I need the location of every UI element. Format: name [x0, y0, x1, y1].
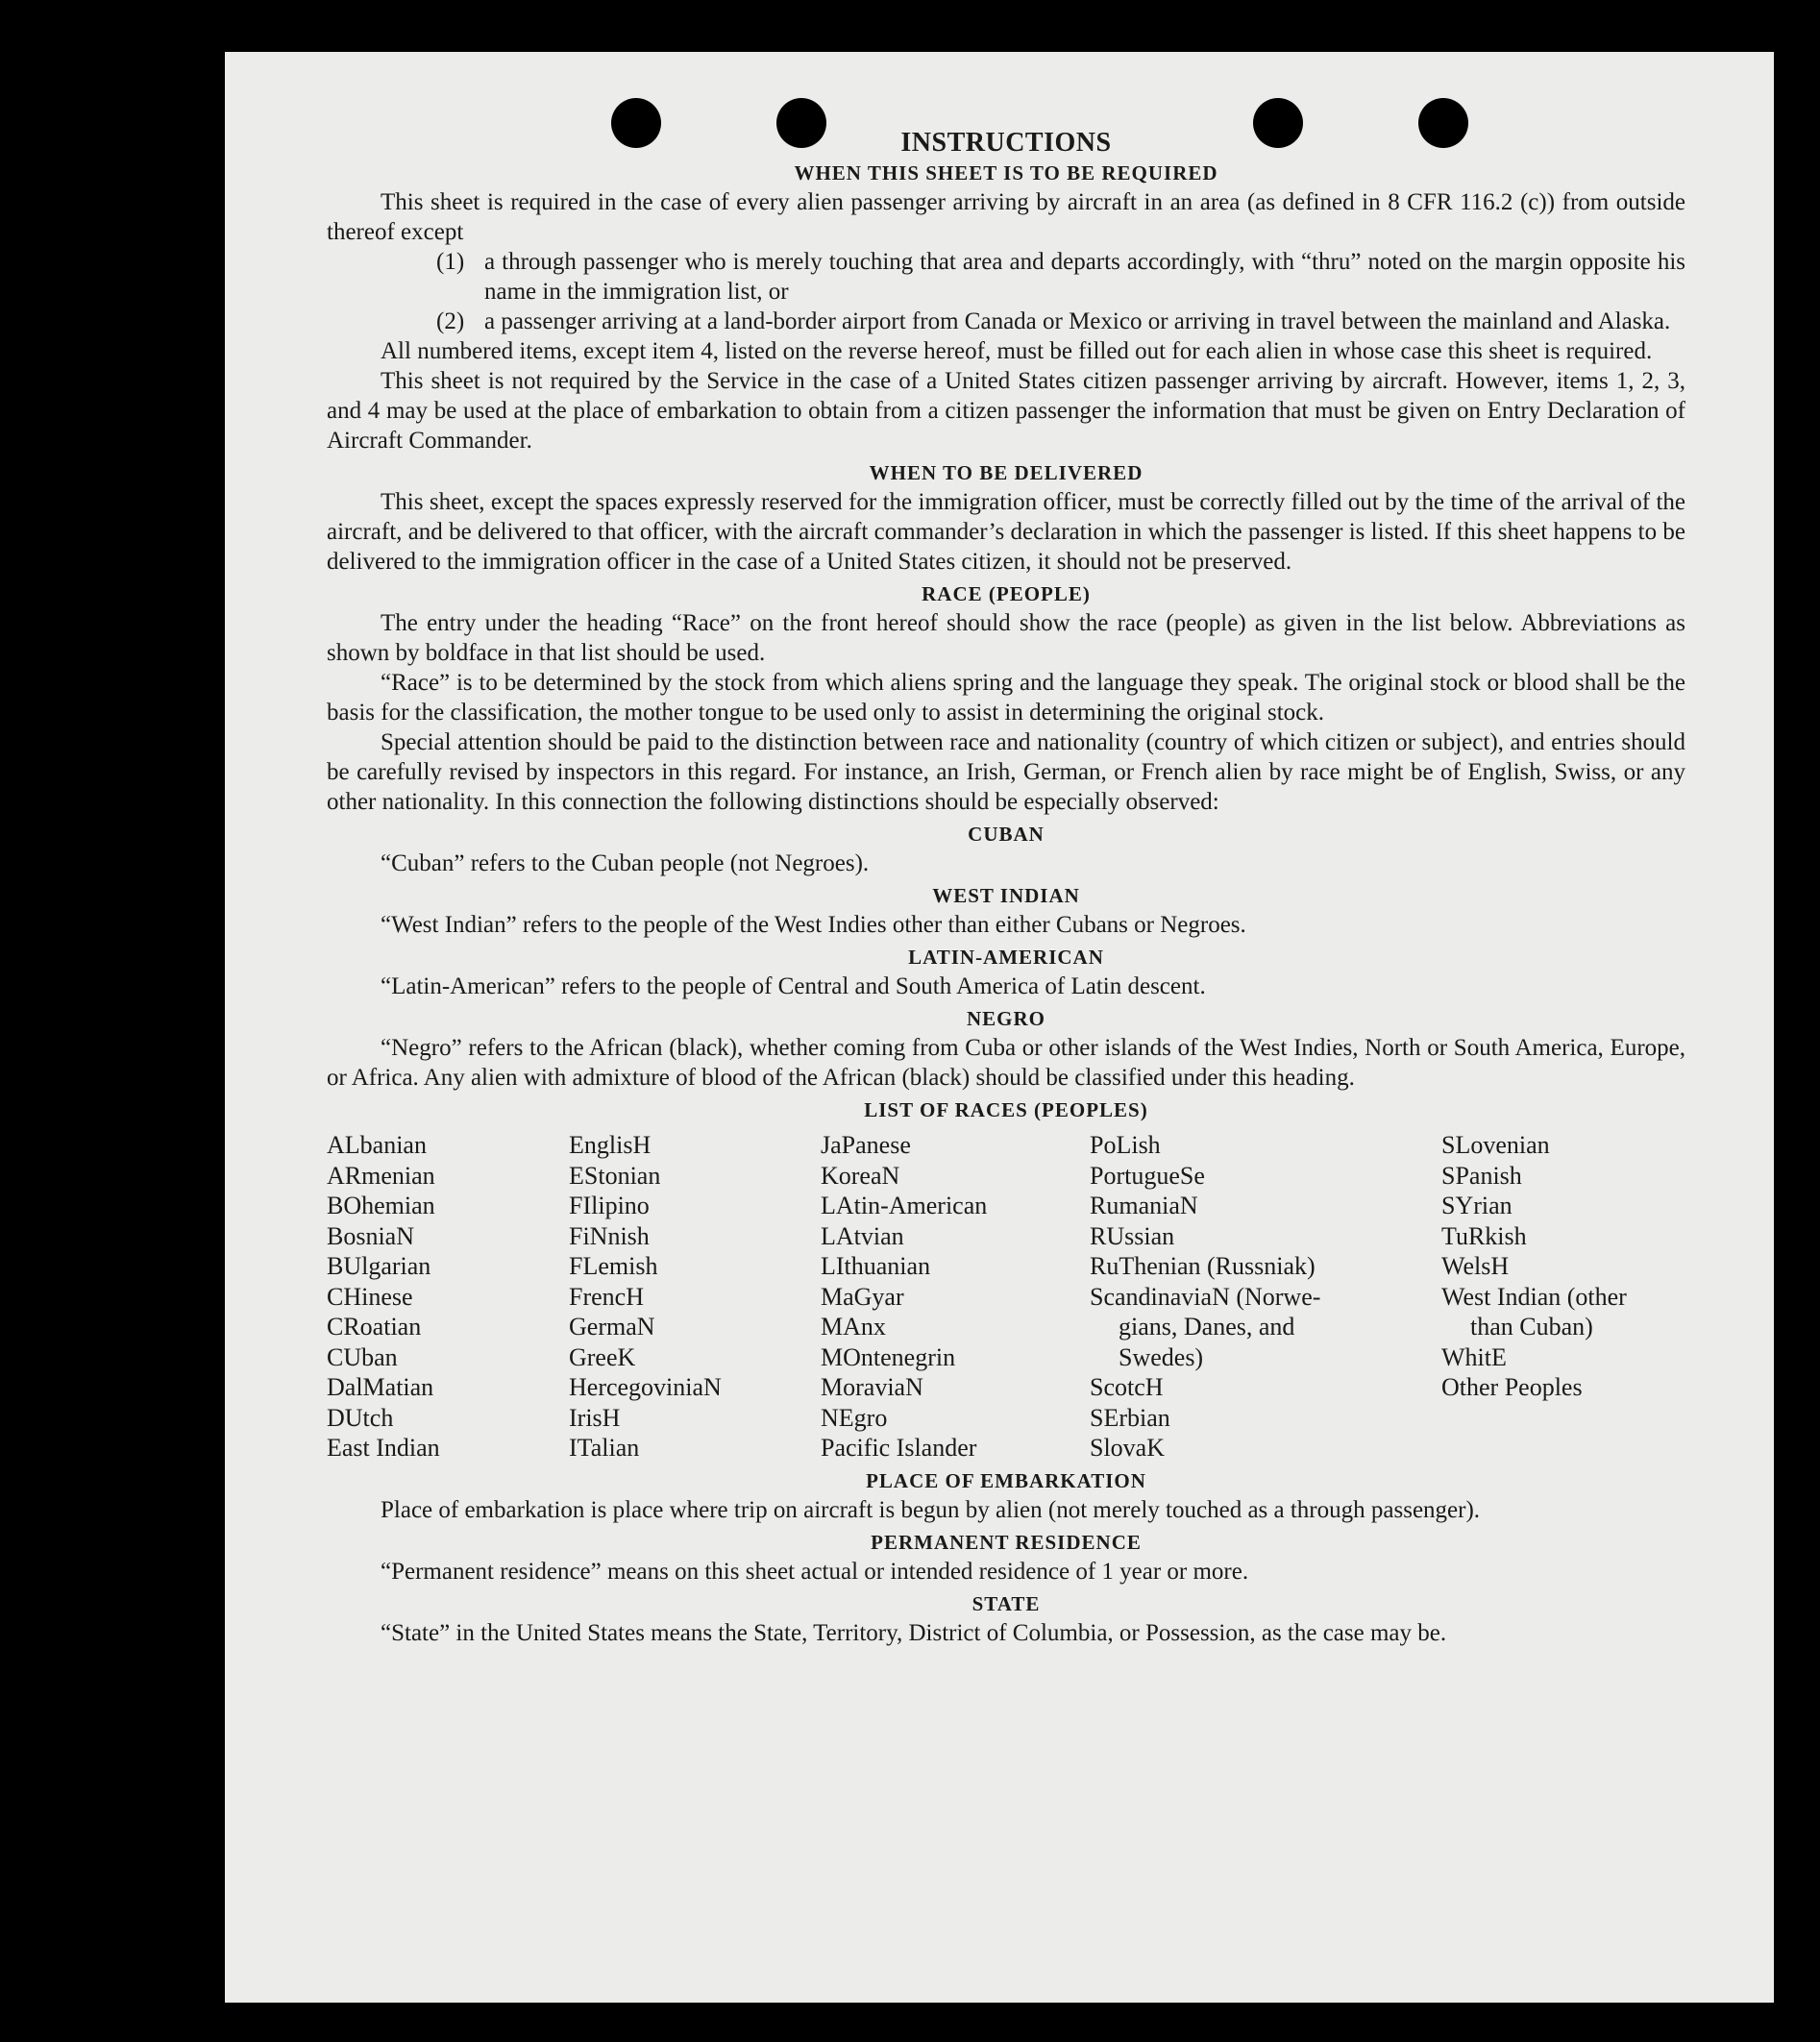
race-column: [569, 1130, 821, 1464]
paragraph: Special attention should be paid to the distinction between race and nationality (country of which citizen or subject), and entries should be carefully revised by inspectors in this regard. For instance, an Irish, German, or French alien by race might be of English, Swiss, or any other nationality. In this connection the following distinctions should be especially observed:: [327, 729, 1685, 815]
race-list: [327, 1130, 1685, 1464]
race-item: DUtch: [327, 1403, 394, 1432]
section-heading-west-indian: WEST INDIAN: [932, 884, 1080, 907]
race-item: EnglisH: [569, 1131, 652, 1159]
race-item: FIlipino: [569, 1192, 650, 1219]
race-item: SLovenian: [1441, 1131, 1550, 1159]
race-item: IrisH: [569, 1403, 621, 1432]
section-heading-embarkation: PLACE OF EMBARKATION: [866, 1468, 1146, 1492]
race-item: West Indian (other: [1441, 1282, 1627, 1311]
list-item: [327, 307, 1685, 336]
race-column: [1441, 1130, 1685, 1464]
race-item: TuRkish: [1441, 1221, 1527, 1250]
race-item: PortugueSe: [1090, 1161, 1205, 1190]
race-item: than Cuban): [1470, 1313, 1593, 1341]
race-item: EStonian: [569, 1161, 661, 1190]
race-item: CRoatian: [327, 1313, 422, 1341]
race-item: FLemish: [569, 1252, 658, 1280]
race-item: SYrian: [1441, 1192, 1513, 1219]
section-heading-permanent-residence: PERMANENT RESIDENCE: [871, 1530, 1142, 1554]
paragraph: This sheet, except the spaces expressly reserved for the immigration officer, must be correctly filled out by the time of the arrival of the aircraft, and be delivered to that officer, with the aircraft commander’s declaration in which the passenger is listed. If this sheet happens to be delivered to the immigration officer in the case of a United States citizen, it should not be preserved.: [327, 489, 1685, 575]
race-item: FiNnish: [569, 1221, 650, 1250]
race-column: [327, 1130, 569, 1464]
race-item: LAtin-American: [821, 1192, 988, 1219]
paragraph: Place of embarkation is place where trip on aircraft is begun by alien (not merely touched as a through passenger).: [381, 1496, 1481, 1523]
section-heading-when-required: WHEN THIS SHEET IS TO BE REQUIRED: [794, 161, 1218, 185]
race-item: SlovaK: [1090, 1434, 1165, 1462]
race-item: LAtvian: [821, 1221, 904, 1250]
race-item: HercegoviniaN: [569, 1373, 722, 1401]
race-item: ScandinaviaN (Norwe-: [1090, 1282, 1321, 1311]
item-text: a through passenger who is merely touching that area and departs accordingly, with “thru” noted on the margin opposite his name in the immigration list, or: [484, 249, 1685, 305]
race-item: KoreaN: [821, 1161, 900, 1190]
section-heading-latin-american: LATIN-AMERICAN: [908, 946, 1104, 969]
race-item: SErbian: [1090, 1403, 1170, 1432]
race-item: Pacific Islander: [821, 1434, 977, 1462]
item-text: a passenger arriving at a land-border airport from Canada or Mexico or arriving in travel between the mainland and Alaska.: [484, 308, 1671, 334]
paragraph: This sheet is not required by the Service in the case of a United States citizen passenger arriving by aircraft. However, items 1, 2, 3, and 4 may be used at the place of embarkation to obtain from a citizen passenger the information that must be given on Entry Declaration of Aircraft Commander.: [327, 368, 1685, 454]
item-number: (2): [436, 308, 465, 334]
race-item: ARmenian: [327, 1161, 435, 1190]
race-column: [821, 1130, 1090, 1464]
paragraph: “State” in the United States means the State, Territory, District of Columbia, or Possession, as the case may be.: [381, 1619, 1447, 1646]
race-item: DalMatian: [327, 1373, 434, 1401]
race-item: NEgro: [821, 1403, 888, 1432]
document-page: [225, 52, 1774, 2003]
race-item: gians, Danes, and: [1119, 1313, 1295, 1341]
paragraph: “Negro” refers to the African (black), whether coming from Cuba or other islands of the West Indies, North or South America, Europe, or Africa. Any alien with admixture of blood of the African (black) should be classified under this heading.: [327, 1035, 1685, 1091]
section-heading-when-delivered: WHEN TO BE DELIVERED: [869, 461, 1144, 484]
paragraph: “West Indian” refers to the people of the West Indies other than either Cubans or Negroes.: [381, 912, 1246, 938]
race-item: ITalian: [569, 1434, 640, 1462]
race-item: PoLish: [1090, 1131, 1161, 1159]
race-item: East Indian: [327, 1434, 440, 1462]
race-item: CUban: [327, 1342, 398, 1371]
section-heading-negro: NEGRO: [966, 1007, 1045, 1030]
race-item: RUssian: [1090, 1221, 1175, 1250]
race-item: BOhemian: [327, 1192, 435, 1219]
race-item: FrencH: [569, 1282, 644, 1311]
race-item: WelsH: [1441, 1252, 1510, 1280]
race-item: BUlgarian: [327, 1252, 431, 1280]
race-item: MoraviaN: [821, 1373, 923, 1401]
page-title: INSTRUCTIONS: [900, 128, 1112, 158]
paragraph: “Latin-American” refers to the people of Central and South America of Latin descent.: [381, 973, 1206, 999]
race-item: SPanish: [1441, 1161, 1522, 1190]
race-item: LIthuanian: [821, 1252, 931, 1280]
paragraph: “Cuban” refers to the Cuban people (not Negroes).: [381, 850, 870, 876]
race-item: ALbanian: [327, 1131, 427, 1159]
race-item: MAnx: [821, 1313, 886, 1341]
instructions-body: [327, 127, 1685, 1648]
race-item: GermaN: [569, 1313, 655, 1341]
race-item: WhitE: [1441, 1342, 1507, 1371]
race-item: RumaniaN: [1090, 1192, 1198, 1219]
race-item: GreeK: [569, 1342, 636, 1371]
race-item: ScotcH: [1090, 1373, 1164, 1401]
race-item: MaGyar: [821, 1282, 904, 1311]
list-item: [327, 247, 1685, 307]
race-column: [1090, 1130, 1441, 1464]
paragraph: This sheet is required in the case of every alien passenger arriving by aircraft in an area (as defined in 8 CFR 116.2 (c)) from outside thereof except: [327, 189, 1685, 245]
paragraph: “Race” is to be determined by the stock from which aliens spring and the language they speak. The original stock or blood shall be the basis for the classification, the mother tongue to be used only to assist in determining the original stock.: [327, 670, 1685, 726]
section-heading-list-of-races: LIST OF RACES (PEOPLES): [864, 1098, 1148, 1121]
paragraph: The entry under the heading “Race” on the front hereof should show the race (people) as given in the list below. Abbreviations as shown by boldface in that list should be used.: [327, 610, 1685, 666]
paragraph: All numbered items, except item 4, listed on the reverse hereof, must be filled out for each alien in whose case this sheet is required.: [381, 338, 1653, 364]
race-item: Swedes): [1119, 1342, 1204, 1371]
section-heading-race: RACE (PEOPLE): [922, 582, 1091, 605]
race-item: BosniaN: [327, 1221, 414, 1250]
race-item: MOntenegrin: [821, 1342, 956, 1371]
section-heading-cuban: CUBAN: [968, 823, 1045, 846]
race-item: Other Peoples: [1441, 1373, 1583, 1401]
item-number: (1): [436, 249, 465, 275]
race-item: JaPanese: [821, 1131, 911, 1159]
race-item: CHinese: [327, 1282, 413, 1311]
race-item: RuThenian (Russniak): [1090, 1252, 1316, 1280]
section-heading-state: STATE: [971, 1591, 1041, 1615]
paragraph: “Permanent residence” means on this sheet actual or intended residence of 1 year or more.: [381, 1558, 1249, 1585]
